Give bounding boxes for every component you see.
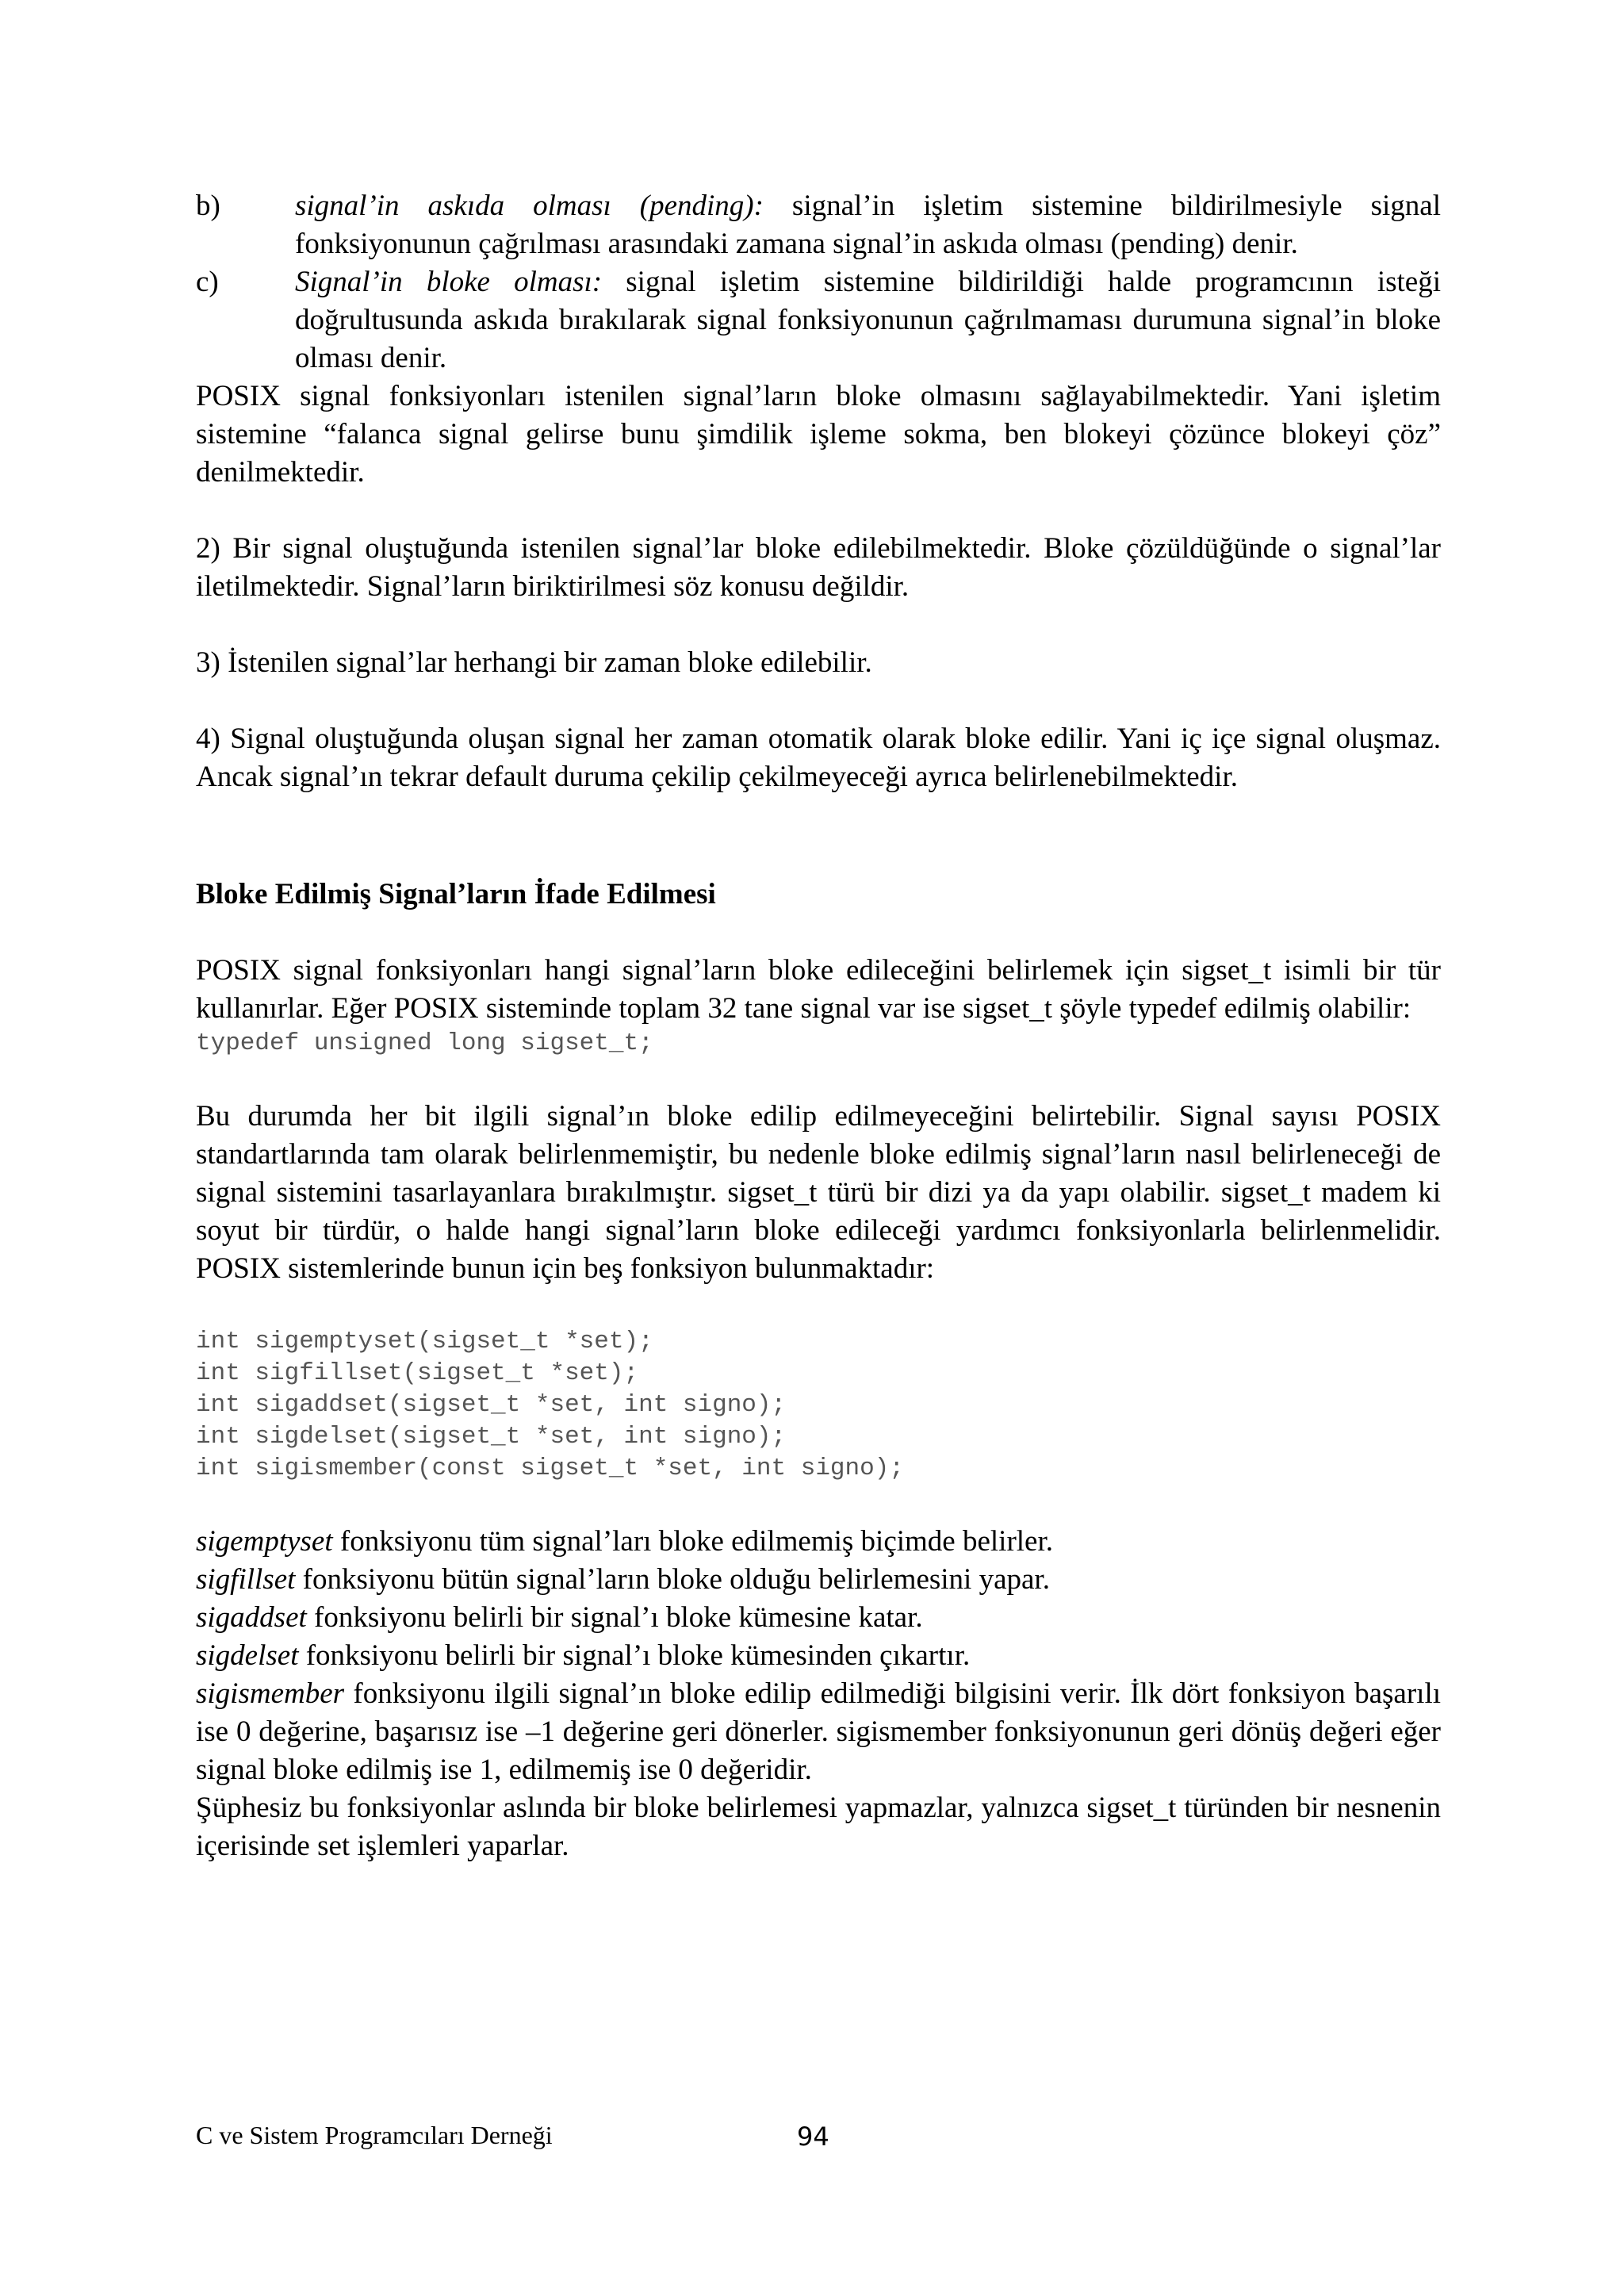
section-body: Bu durumda her bit ilgili signal’ın bloke edilip edilmeyeceğini belirtebilir. Signal sayısı POSIX standartlarında tam olarak belirlenmemiştir, bu nedenle bloke edilmiş signal’ların nasıl belirleneceği de signal sistemini tasarlayanlara bırakılmıştır. sigset_t türü bir dizi ya da yapı olabilir. sigset_t madem ki soyut bir türdür, o halde hangi signal’ların bloke edileceği yardımcı fonksiyonlarla belirlenmelidir. POSIX sistemlerinde bunun için beş fonksiyon bulunmaktadır:: [196, 1100, 1441, 1285]
item-letter: b): [196, 190, 220, 222]
section-heading: Bloke Edilmiş Signal’ların İfade Edilmesi: [196, 878, 716, 910]
item-letter: c): [196, 266, 219, 298]
definition-line: [196, 1675, 1441, 1789]
numbered-item-2: 2) Bir signal oluştuğunda istenilen signal’lar bloke edilebilmektedir. Bloke çözüldüğünde o signal’lar iletilmektedir. Signal’ların biriktirilmesi söz konusu değildir.: [196, 532, 1441, 603]
function-name: sigdelset: [196, 1639, 299, 1672]
page-content: [196, 187, 1441, 1865]
page-number: 94: [797, 2122, 829, 2152]
function-description: fonksiyonu belirli bir signal’ı bloke kümesinden çıkartır.: [298, 1639, 971, 1672]
code-typedef: typedef unsigned long sigset_t;: [196, 1029, 653, 1057]
function-name: sigismember: [196, 1677, 345, 1710]
code-line: int sigismember(const sigset_t *set, int signo);: [196, 1455, 904, 1482]
item-term: Signal’in bloke olması:: [295, 266, 603, 298]
code-line: int sigaddset(sigset_t *set, int signo);: [196, 1391, 787, 1419]
code-line: int sigdelset(sigset_t *set, int signo);: [196, 1423, 787, 1451]
numbered-item-4: 4) Signal oluştuğunda oluşan signal her zaman otomatik olarak bloke edilir. Yani iç içe signal oluşmaz. Ancak signal’ın tekrar default duruma çekilip çekilmeyeceği ayrıca belirlenebilmektedir.: [196, 723, 1441, 793]
code-line: int sigemptyset(sigset_t *set);: [196, 1328, 653, 1355]
closing-paragraph: Şüphesiz bu fonksiyonlar aslında bir bloke belirlemesi yapmazlar, yalnızca sigset_t türünden bir nesnenin içerisinde set işlemleri yaparlar.: [196, 1792, 1441, 1862]
code-line: int sigfillset(sigset_t *set);: [196, 1359, 639, 1387]
footer-organization: C ve Sistem Programcıları Derneği: [196, 2121, 553, 2149]
function-description: fonksiyonu bütün signal’ların bloke olduğu belirlemesini yapar.: [295, 1563, 1050, 1596]
definition-item-b: [196, 187, 1441, 263]
function-name: sigemptyset: [196, 1525, 333, 1558]
item-description: signal işletim sistemine bildirildiği halde programcının isteği doğrultusunda askıda bırakılarak signal fonksiyonunun çağrılmaması durumuna signal’in bloke olması denir.: [295, 266, 1441, 374]
item-description: signal’in işletim sistemine bildirilmesiyle signal fonksiyonunun çağrılması arasındaki zamana signal’in askıda olması (pending) denir.: [295, 190, 1441, 260]
definition-line: [196, 1599, 1441, 1637]
section-intro: POSIX signal fonksiyonları hangi signal’ların bloke edileceğini belirlemek için sigset_t isimli bir tür kullanırlar. Eğer POSIX sisteminde toplam 32 tane signal var ise sigset_t şöyle typedef edilmiş olabilir:: [196, 954, 1441, 1025]
item-term: signal’in askıda olması (pending):: [295, 190, 764, 222]
function-description: fonksiyonu belirli bir signal’ı bloke kümesine katar.: [306, 1601, 923, 1634]
numbered-item-3: 3) İstenilen signal’lar herhangi bir zaman bloke edilebilir.: [196, 646, 872, 679]
function-definitions: [196, 1523, 1441, 1865]
posix-block-paragraph: POSIX signal fonksiyonları istenilen signal’ların bloke olmasını sağlayabilmektedir. Yani işletim sistemine “falanca signal gelirse bunu şimdilik işleme sokma, ben blokeyi çözünce blokeyi çöz” denilmektedir.: [196, 380, 1441, 489]
definition-item-c: [196, 263, 1441, 378]
definition-line: [196, 1561, 1441, 1599]
function-name: sigfillset: [196, 1563, 296, 1596]
function-description: fonksiyonu tüm signal’ları bloke edilmemiş biçimde belirler.: [332, 1525, 1054, 1558]
code-prototypes: [196, 1326, 1441, 1485]
definition-line: [196, 1637, 1441, 1675]
function-name: sigaddset: [196, 1601, 307, 1634]
function-description: fonksiyonu ilgili signal’ın bloke edilip edilmediği bilgisini verir. İlk dört fonksiyon başarılı ise 0 değerine, başarısız ise –1 değerine geri dönerler. sigismember fonksiyonunun geri dönüş değeri eğer signal bloke edilmiş ise 1, edilmemiş ise 0 değeridir.: [196, 1677, 1441, 1786]
definition-line: [196, 1523, 1441, 1561]
